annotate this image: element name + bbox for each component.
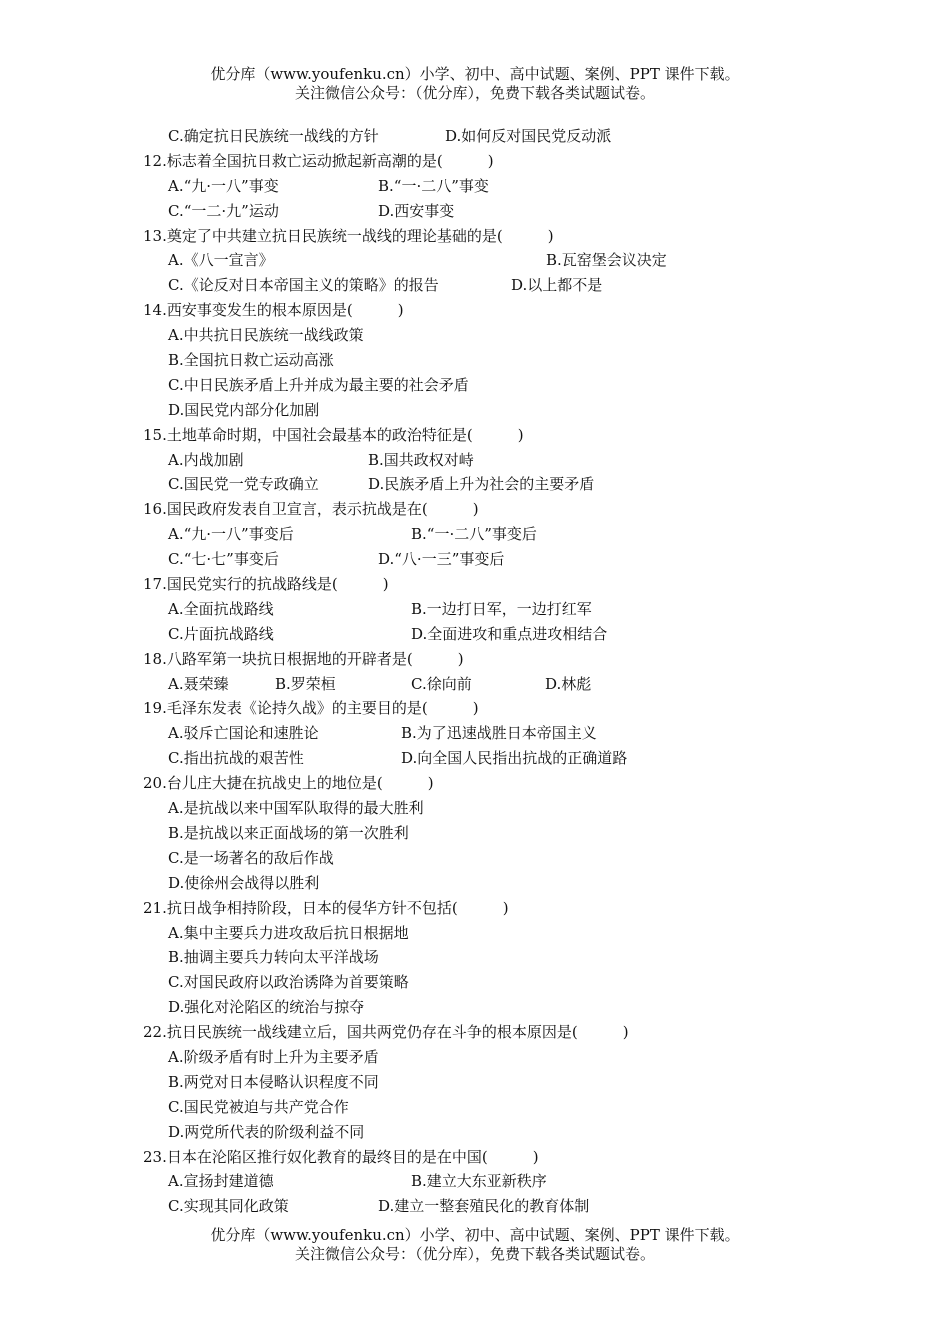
text-segment: B.全国抗日救亡运动高涨	[168, 351, 334, 370]
text-segment: A.集中主要兵力进攻敌后抗日根据地	[168, 923, 409, 942]
text-segment: A.“九·一八”事变后	[168, 525, 294, 544]
question-stem: 22.抗日民族统一战线建立后，国共两党仍存在斗争的根本原因是( )	[143, 1023, 629, 1042]
text-line	[143, 896, 863, 921]
header-line-1: 优分库（www.youfenku.cn）小学、初中、高中试题、案例、PPT 课件下载。	[210, 65, 740, 83]
text-segment: C.“七·七”事变后	[168, 550, 279, 569]
text-segment: B.建立大东亚新秩序	[411, 1172, 547, 1191]
text-line	[143, 348, 863, 373]
text-line	[143, 1145, 863, 1170]
question-stem: 16.国民政府发表自卫宣言，表示抗战是在( )	[143, 500, 479, 519]
text-line	[143, 796, 863, 821]
text-segment: A.聂荣臻	[168, 674, 229, 693]
text-segment: C.国民党一党专政确立	[168, 475, 319, 494]
text-segment: C.是一场著名的敌后作战	[168, 848, 334, 867]
question-stem: 14.西安事变发生的根本原因是( )	[143, 301, 404, 320]
text-segment: C.国民党被迫与共产党合作	[168, 1097, 349, 1116]
text-segment: D.强化对沦陷区的统治与掠夺	[168, 998, 365, 1017]
text-line	[143, 522, 863, 547]
text-segment: B.一边打日军，一边打红军	[411, 599, 592, 618]
text-segment: C.中日民族矛盾上升并成为最主要的社会矛盾	[168, 375, 469, 394]
text-segment: C.《论反对日本帝国主义的策略》的报告	[168, 276, 439, 295]
text-line	[143, 124, 863, 149]
text-line	[143, 846, 863, 871]
text-segment: A.内战加剧	[168, 450, 244, 469]
text-segment: C.确定抗日民族统一战线的方针	[168, 127, 379, 145]
text-segment: A.宣扬封建道德	[168, 1172, 274, 1191]
text-segment: B.“一·二八”事变后	[411, 525, 537, 544]
text-segment: B.为了迅速战胜日本帝国主义	[401, 724, 597, 743]
question-stem: 18.八路军第一块抗日根据地的开辟者是( )	[143, 649, 464, 668]
question-stem: 23.日本在沦陷区推行奴化教育的最终目的是在中国( )	[143, 1147, 539, 1166]
question-stem: 15.土地革命时期，中国社会最基本的政治特征是( )	[143, 425, 524, 444]
text-line	[143, 373, 863, 398]
text-line	[143, 298, 863, 323]
text-line	[143, 696, 863, 721]
text-segment: A.“九·一八”事变	[168, 176, 279, 195]
text-segment: C.指出抗战的艰苦性	[168, 749, 304, 768]
text-line	[143, 149, 863, 174]
text-line	[143, 199, 863, 224]
text-segment: B.瓦窑堡会议决定	[546, 251, 667, 270]
question-stem: 13.奠定了中共建立抗日民族统一战线的理论基础的是( )	[143, 226, 554, 245]
text-segment: D.西安事变	[378, 201, 455, 220]
text-segment: D.两党所代表的阶级利益不同	[168, 1122, 365, 1141]
text-line	[143, 1194, 863, 1219]
text-segment: A.《八一宣言》	[168, 251, 274, 270]
text-segment: C.片面抗战路线	[168, 624, 274, 643]
text-segment: D.“八·一三”事变后	[378, 550, 505, 569]
question-stem: 20.台儿庄大捷在抗战史上的地位是( )	[143, 774, 434, 793]
text-line	[143, 921, 863, 946]
text-segment: A.阶级矛盾有时上升为主要矛盾	[168, 1047, 379, 1066]
text-segment: B.国共政权对峙	[368, 450, 474, 469]
question-list	[143, 124, 863, 1219]
text-segment: A.驳斥亡国论和速胜论	[168, 724, 319, 743]
text-line	[143, 273, 863, 298]
text-segment: D.建立一整套殖民化的教育体制	[378, 1197, 590, 1216]
text-line	[143, 1020, 863, 1045]
text-line	[143, 423, 863, 448]
page-header	[0, 65, 950, 103]
text-line	[143, 672, 863, 697]
text-line	[143, 871, 863, 896]
question-stem: 12.标志着全国抗日救亡运动掀起新高潮的是( )	[143, 151, 494, 170]
text-segment: B.抽调主要兵力转向太平洋战场	[168, 948, 379, 967]
text-line	[143, 547, 863, 572]
footer-line-2: 关注微信公众号：（优分库），免费下载各类试题试卷。	[294, 1245, 655, 1263]
text-line	[143, 945, 863, 970]
footer-line-1: 优分库（www.youfenku.cn）小学、初中、高中试题、案例、PPT 课件下载。	[210, 1226, 740, 1244]
text-segment: D.国民党内部分化加剧	[168, 400, 320, 419]
text-line	[143, 497, 863, 522]
text-line	[143, 224, 863, 249]
question-stem: 21.抗日战争相持阶段，日本的侵华方针不包括( )	[143, 898, 509, 917]
question-stem: 17.国民党实行的抗战路线是( )	[143, 575, 389, 594]
text-line	[143, 995, 863, 1020]
text-line	[143, 1045, 863, 1070]
text-line	[143, 647, 863, 672]
text-segment: C.徐向前	[411, 674, 472, 693]
text-segment: D.以上都不是	[511, 276, 603, 295]
text-segment: A.是抗战以来中国军队取得的最大胜利	[168, 799, 424, 818]
text-segment: A.全面抗战路线	[168, 599, 274, 618]
text-line	[143, 1169, 863, 1194]
text-line	[143, 1095, 863, 1120]
text-segment: D.如何反对国民党反动派	[445, 127, 612, 145]
text-line	[143, 323, 863, 348]
text-line	[143, 821, 863, 846]
text-line	[143, 1120, 863, 1145]
text-segment: B.“一·二八”事变	[378, 176, 489, 195]
text-line	[143, 622, 863, 647]
text-line	[143, 448, 863, 473]
text-line	[143, 398, 863, 423]
header-line-2: 关注微信公众号：（优分库），免费下载各类试题试卷。	[294, 84, 655, 102]
text-segment: C.“一二·九”运动	[168, 201, 279, 220]
text-segment: D.使徐州会战得以胜利	[168, 873, 320, 892]
text-line	[143, 746, 863, 771]
text-segment: B.罗荣桓	[275, 674, 336, 693]
text-line	[143, 597, 863, 622]
text-line	[143, 572, 863, 597]
text-segment: D.林彪	[545, 674, 592, 693]
text-segment: A.中共抗日民族统一战线政策	[168, 326, 364, 345]
text-line	[143, 472, 863, 497]
text-segment: D.全面进攻和重点进攻相结合	[411, 624, 608, 643]
text-line	[143, 1070, 863, 1095]
text-line	[143, 248, 863, 273]
text-segment: D.向全国人民指出抗战的正确道路	[401, 749, 628, 768]
text-segment: D.民族矛盾上升为社会的主要矛盾	[368, 475, 595, 494]
text-segment: C.实现其同化政策	[168, 1197, 289, 1216]
page-footer	[0, 1226, 950, 1264]
text-line	[143, 771, 863, 796]
text-segment: B.两党对日本侵略认识程度不同	[168, 1072, 379, 1091]
text-line	[143, 721, 863, 746]
text-segment: B.是抗战以来正面战场的第一次胜利	[168, 823, 409, 842]
text-segment: C.对国民政府以政治诱降为首要策略	[168, 973, 409, 992]
text-line	[143, 174, 863, 199]
text-line	[143, 970, 863, 995]
question-stem: 19.毛泽东发表《论持久战》的主要目的是( )	[143, 699, 479, 718]
